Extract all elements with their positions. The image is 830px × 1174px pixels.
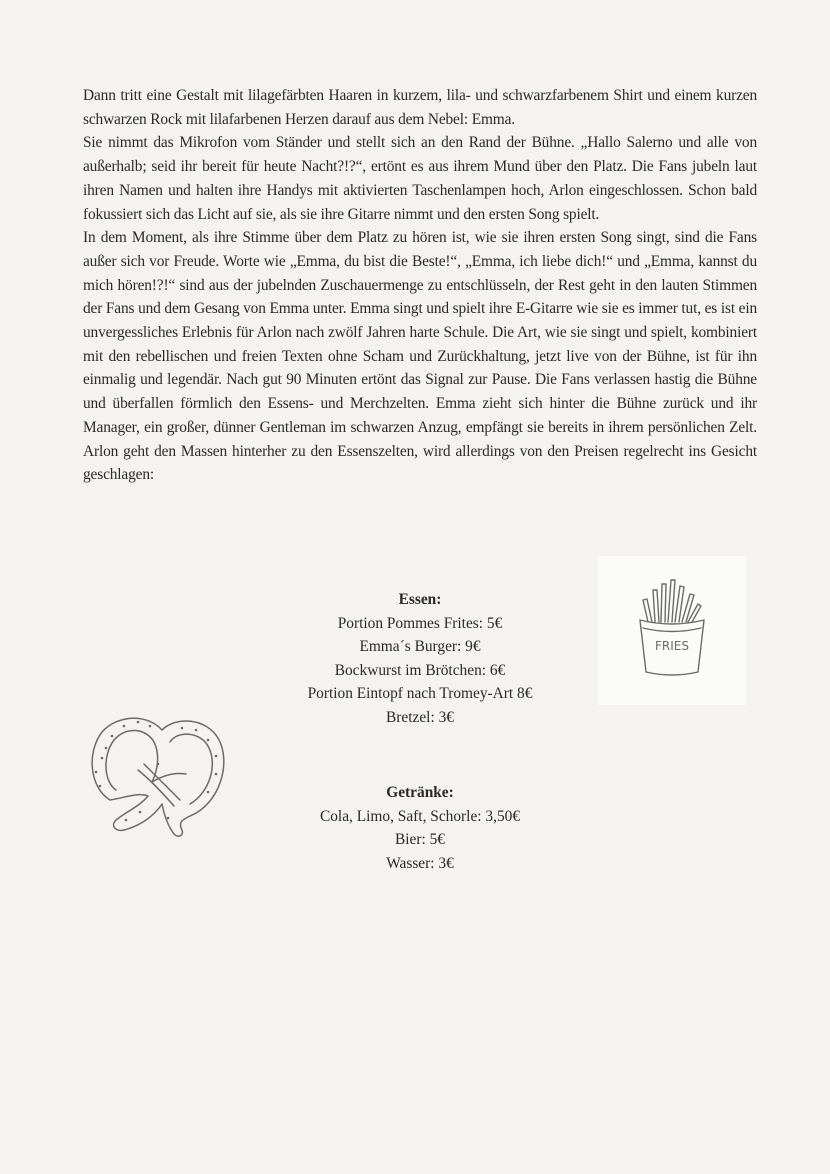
fries-label: FRIES	[655, 639, 689, 653]
story-paragraph: Dann tritt eine Gestalt mit lilagefärbten Haaren in kurzem, lila- und schwarzfarbenem Shirt und einem kurzen schwarzen Rock mit lilafarbenen Herzen darauf aus dem Nebel: Emma.	[83, 87, 757, 128]
drinks-menu-title: Getränke:	[386, 784, 454, 801]
story-paragraph: In dem Moment, als ihre Stimme über dem Platz zu hören ist, wie sie ihren ersten Song singt, sind die Fans außer sich vor Freude. Worte wie „Emma, du bist die Beste!“, „Emma, ich liebe dich!“ und „Emma, kannst du mich hören!?!“ sind aus der jubelnden Zuschauermenge zu entschlüsseln, der Rest geht in den lauten Stimmen der Fans und dem Gesang von Emma unter. Emma singt und spielt ihre E-Gitarre wie sie es immer tut, es ist ein unvergessliches Erlebnis für Arlon nach zwölf Jahren harte Schule. Die Art, wie sie singt und spielt, kombiniert mit den rebellischen und freien Texten ohne Scham und Zurückhaltung, jetzt live von der Bühne, ist für ihn einmalig und legendär. Nach gut 90 Minuten ertönt das Signal zur Pause. Die Fans verlassen hastig die Bühne und überfallen förmlich den Essens- und Merchzelten. Emma zieht sich hinter die Bühne zurück und ihr Manager, ein großer, dünner Gentleman im schwarzen Anzug, empfängt sie bereits in ihrem persönlichen Zelt. Arlon geht den Massen hinterher zu den Essenszelten, wird allerdings von den Preisen regelrecht ins Gesicht geschlagen:	[83, 229, 757, 484]
drinks-menu-item: Wasser: 3€	[386, 854, 454, 872]
fries-illustration	[598, 556, 746, 705]
pretzel-icon	[82, 708, 227, 838]
pretzel-illustration	[82, 708, 227, 843]
drinks-menu-list	[250, 805, 590, 876]
food-menu-item: Bretzel: 3€	[386, 708, 454, 726]
food-menu	[250, 588, 590, 729]
food-menu-item: Bockwurst im Brötchen: 6€	[334, 661, 506, 679]
food-menu-item: Emma´s Burger: 9€	[359, 638, 481, 655]
story-paragraph: Sie nimmt das Mikrofon vom Ständer und stellt sich an den Rand der Bühne. „Hallo Salerno und alle von außerhalb; seid ihr bereit für heute Nacht?!?“, ertönt es aus ihrem Mund über den Platz. Die Fans jubeln laut ihren Namen und halten ihre Handys mit aktivierten Taschenlampen hoch, Arlon eingeschlossen. Schon bald fokussiert sich das Licht auf sie, als sie ihre Gitarre nimmt und den ersten Song spielt.	[83, 134, 757, 223]
drinks-menu-item: Cola, Limo, Saft, Schorle: 3,50€	[319, 807, 521, 825]
food-menu-title: Essen:	[398, 591, 442, 608]
food-menu-list	[250, 612, 590, 730]
fries-icon	[598, 556, 746, 705]
drinks-menu-item: Bier: 5€	[394, 831, 445, 848]
drinks-menu	[250, 781, 590, 875]
story-text	[83, 84, 757, 487]
food-menu-item: Portion Pommes Frites: 5€	[337, 614, 503, 632]
food-menu-item: Portion Eintopf nach Tromey-Art 8€	[307, 685, 533, 702]
